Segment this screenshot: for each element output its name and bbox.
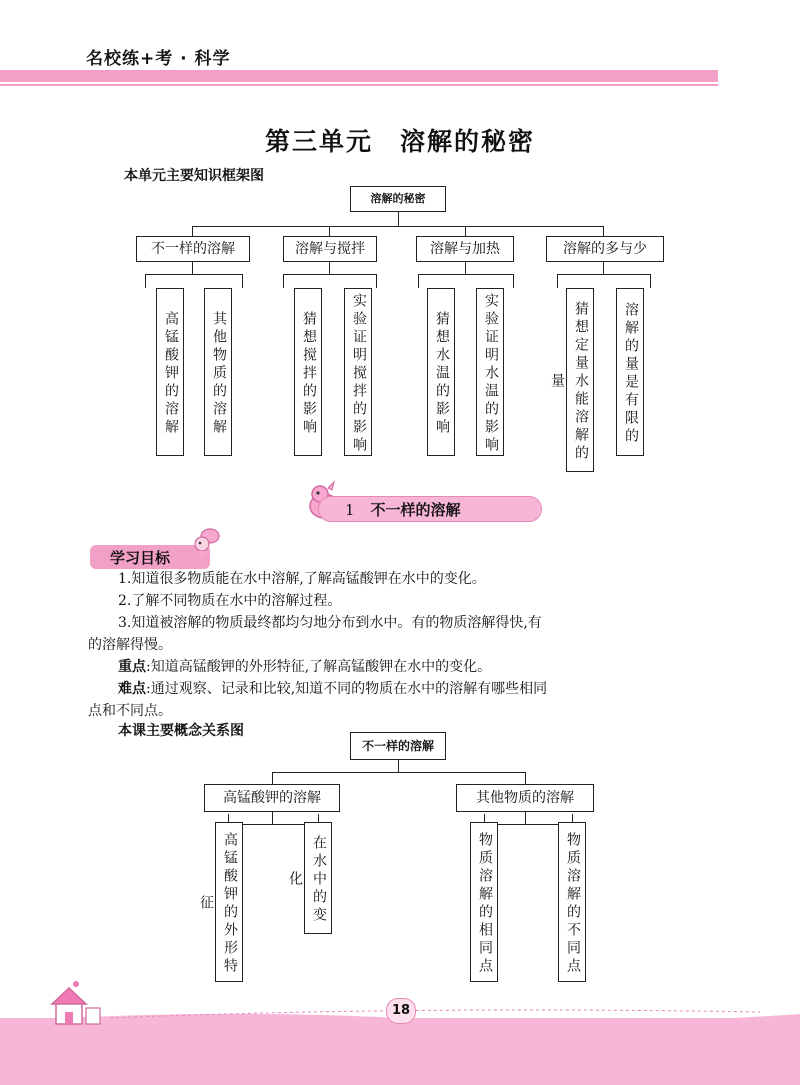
concept-leaf: 物质溶解的不同点	[558, 822, 586, 982]
framework-leaf: 猜想定量水能溶解的量	[566, 288, 594, 472]
framework-leaf: 实验证明水温的影响	[476, 288, 504, 456]
framework-leaf: 猜想水温的影响	[427, 288, 455, 456]
lesson-title	[345, 499, 461, 520]
key-point-label: 重点	[118, 659, 146, 675]
concept-branch-2: 其他物质的溶解	[456, 784, 594, 812]
framework-branch-3: 溶解与加热	[416, 236, 514, 262]
framework-branch-1: 不一样的溶解	[136, 236, 250, 262]
concept-leaf: 物质溶解的相同点	[470, 822, 498, 982]
difficulty-cont: 点和不同点。	[88, 703, 172, 719]
house-icon	[46, 980, 106, 1028]
difficulty-label: 难点	[118, 681, 146, 697]
framework-branch-4: 溶解的多与少	[546, 236, 664, 262]
fairy-icon	[188, 524, 222, 560]
goals-tag-label: 学习目标	[110, 549, 171, 567]
header-bar	[0, 70, 718, 82]
framework-leaf: 其他物质的溶解	[204, 288, 232, 456]
framework-leaf: 高锰酸钾的溶解	[156, 288, 184, 456]
framework-leaf: 实验证明搅拌的影响	[344, 288, 372, 456]
concept-leaf: 高锰酸钾的外形特征	[215, 822, 243, 982]
concept-branch-1: 高锰酸钾的溶解	[204, 784, 340, 812]
lesson-title-text: 不一样的溶解	[370, 501, 461, 519]
header-title: 名校练+考 · 科学	[86, 49, 231, 69]
lesson-number: 1	[345, 501, 355, 519]
goal-item-3: 3.知道被溶解的物质最终都均匀地分布到水中。有的物质溶解得快,有	[118, 615, 542, 631]
framework-label: 本单元主要知识框架图	[124, 168, 264, 184]
goal-item-2: 2.了解不同物质在水中的溶解过程。	[118, 593, 342, 609]
concept-label: 本课主要概念关系图	[118, 723, 244, 739]
framework-root: 溶解的秘密	[350, 186, 446, 212]
key-point	[118, 656, 491, 678]
concept-root: 不一样的溶解	[350, 732, 446, 760]
goal-item-1: 1.知道很多物质能在水中溶解,了解高锰酸钾在水中的变化。	[118, 571, 486, 587]
header-divider	[0, 84, 718, 86]
page-number: 18	[386, 998, 416, 1024]
goal-item-3-cont: 的溶解得慢。	[88, 637, 172, 653]
difficulty-point	[118, 678, 547, 700]
concept-leaf: 在水中的变化	[304, 822, 332, 934]
key-point-text: :知道高锰酸钾的外形特征,了解高锰酸钾在水中的变化。	[146, 659, 492, 675]
unit-title: 第三单元 溶解的秘密	[264, 127, 535, 156]
framework-leaf: 溶解的量是有限的	[616, 288, 644, 456]
difficulty-text: :通过观察、记录和比较,知道不同的物质在水中的溶解有哪些相同	[146, 681, 548, 697]
framework-leaf: 猜想搅拌的影响	[294, 288, 322, 456]
framework-branch-2: 溶解与搅拌	[283, 236, 377, 262]
